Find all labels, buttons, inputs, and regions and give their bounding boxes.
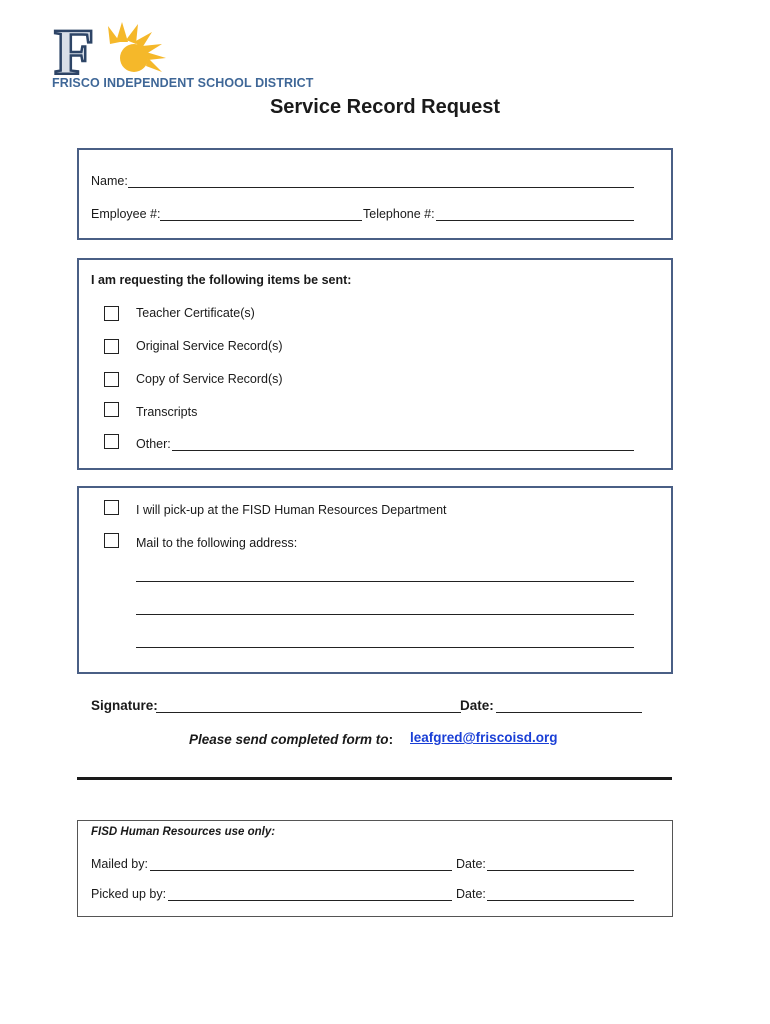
- picked-up-by-label: Picked up by:: [91, 887, 167, 901]
- other-checkbox[interactable]: [104, 434, 119, 449]
- transcripts-label: Transcripts: [136, 405, 198, 419]
- send-instruction-text: Please send completed form to: [189, 732, 389, 747]
- fisd-logo: [50, 14, 190, 80]
- address-line-1[interactable]: [136, 581, 634, 582]
- teacher-certificate-label: Teacher Certificate(s): [136, 306, 255, 320]
- sun-icon: [108, 22, 166, 72]
- signature-field[interactable]: [156, 712, 461, 713]
- mail-checkbox[interactable]: [104, 533, 119, 548]
- mailed-date-label: Date:: [456, 857, 486, 871]
- mail-label: Mail to the following address:: [136, 536, 298, 550]
- picked-up-by-field[interactable]: [168, 900, 452, 901]
- original-service-record-checkbox[interactable]: [104, 339, 119, 354]
- send-instruction-colon: :: [388, 732, 394, 747]
- mailed-by-label: Mailed by:: [91, 857, 148, 871]
- address-line-2[interactable]: [136, 614, 634, 615]
- copy-service-record-label: Copy of Service Record(s): [136, 372, 283, 386]
- pickup-label: I will pick-up at the FISD Human Resources Department: [136, 503, 447, 517]
- picked-up-date-field[interactable]: [487, 900, 634, 901]
- employee-info-box: [77, 148, 673, 240]
- page-title: Service Record Request: [269, 96, 501, 118]
- signature-date-field[interactable]: [496, 712, 642, 713]
- pickup-checkbox[interactable]: [104, 500, 119, 515]
- telephone-label: Telephone #:: [363, 207, 435, 221]
- other-label: Other:: [136, 437, 171, 451]
- email-link[interactable]: leafgred@friscoisd.org: [410, 730, 558, 745]
- hr-use-heading: FISD Human Resources use only:: [91, 826, 276, 838]
- picked-up-date-label: Date:: [456, 887, 486, 901]
- telephone-field[interactable]: [436, 220, 634, 221]
- send-instruction: [189, 732, 393, 747]
- section-divider: [77, 777, 672, 780]
- requested-items-heading: I am requesting the following items be sent:: [91, 273, 352, 287]
- name-label: Name:: [91, 174, 128, 188]
- signature-label: Signature:: [91, 698, 158, 713]
- name-field[interactable]: [128, 187, 634, 188]
- transcripts-checkbox[interactable]: [104, 402, 119, 417]
- mailed-date-field[interactable]: [487, 870, 634, 871]
- other-field[interactable]: [172, 450, 634, 451]
- employee-number-label: Employee #:: [91, 207, 161, 221]
- original-service-record-label: Original Service Record(s): [136, 339, 283, 353]
- teacher-certificate-checkbox[interactable]: [104, 306, 119, 321]
- address-line-3[interactable]: [136, 647, 634, 648]
- employee-number-field[interactable]: [160, 220, 362, 221]
- district-name: FRISCO INDEPENDENT SCHOOL DISTRICT: [52, 76, 314, 90]
- mailed-by-field[interactable]: [150, 870, 452, 871]
- copy-service-record-checkbox[interactable]: [104, 372, 119, 387]
- logo-letter-f: F: [54, 16, 95, 80]
- signature-date-label: Date:: [460, 698, 494, 713]
